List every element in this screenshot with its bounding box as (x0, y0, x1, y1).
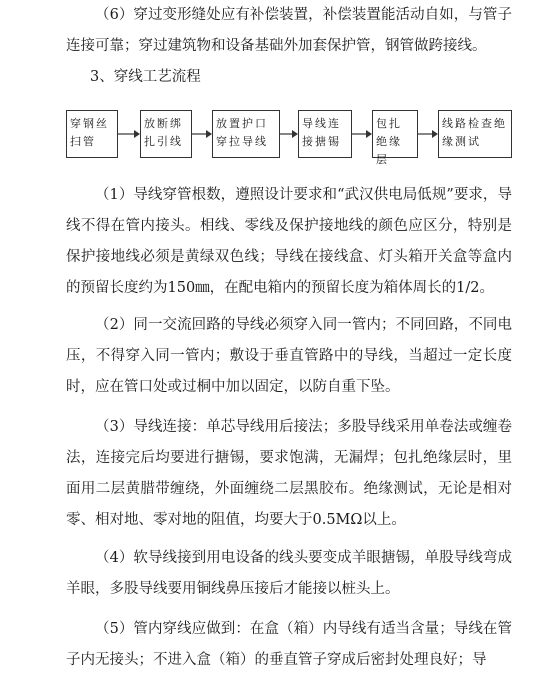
flow-step-2: 放断绑扎引线 (140, 110, 192, 158)
paragraph-2: （2）同一交流回路的导线必须穿入同一管内；不同回路，不同电压，不得穿入同一管内；敷设于垂直管路中的导线，当超过一定长度时，应在管口处或过桐中加以固定，以防自重下坠。 (66, 317, 512, 395)
flow-step-4: 导线连接搪锡 (298, 110, 352, 158)
section-heading: 3、穿线工艺流程 (90, 69, 201, 85)
paragraph-4: （4）软导线接到用电设备的线头要变成羊眼搪锡，单股导线弯成羊眼，多股导线要用铜线鼻压接后才能接以桩头上。 (66, 550, 512, 597)
flow-arrow-icon (118, 128, 140, 140)
flow-arrow-icon (418, 128, 438, 140)
intro-paragraph: （6）穿过变形缝处应有补偿装置，补偿装置能活动自如，与管子连接可靠；穿过建筑物和设备基础外加套保护管，钢管做跨接线。 (66, 7, 512, 54)
paragraph-1: （1）导线穿管根数，遵照设计要求和“武汉供电局低规”要求，导线不得在管内接头。相线、零线及保护接地线的颜色应区分，特别是保护接地线必须是黄绿双色线；导线在接线盒、灯头箱开关盒等盒内的预留长度约为150㎜，在配电箱内的预留长度为箱体周长的1/2。 (66, 187, 512, 296)
flow-step-1: 穿钢丝扫管 (66, 110, 118, 158)
flow-arrow-icon (352, 128, 372, 140)
paragraph-5: （5）管内穿线应做到：在盒（箱）内导线有适当含量；导线在管子内无接头；不进入盒（箱）的垂直管子穿成后密封处理良好；导 (66, 621, 512, 668)
paragraph-3: （3）导线连接：单芯导线用后接法；多股导线采用单卷法或缠卷法，连接完后均要进行搪锡，要求饱满，无漏焊；包扎绝缘层时，里面用二层黄腊带缠绕，外面缠绕二层黑胶布。绝缘测试，无论是相对零、相对地、零对地的阻值，均要大于0.5MΩ以上。 (66, 419, 512, 528)
flow-arrow-icon (192, 128, 212, 140)
flow-step-5: 包扎绝缘层 (372, 110, 418, 158)
flow-step-6: 线路检查绝缘测试 (438, 110, 512, 158)
process-flowchart (66, 110, 512, 166)
flow-arrow-icon (280, 128, 298, 140)
flow-step-3: 放置护口穿拉导线 (212, 110, 280, 158)
